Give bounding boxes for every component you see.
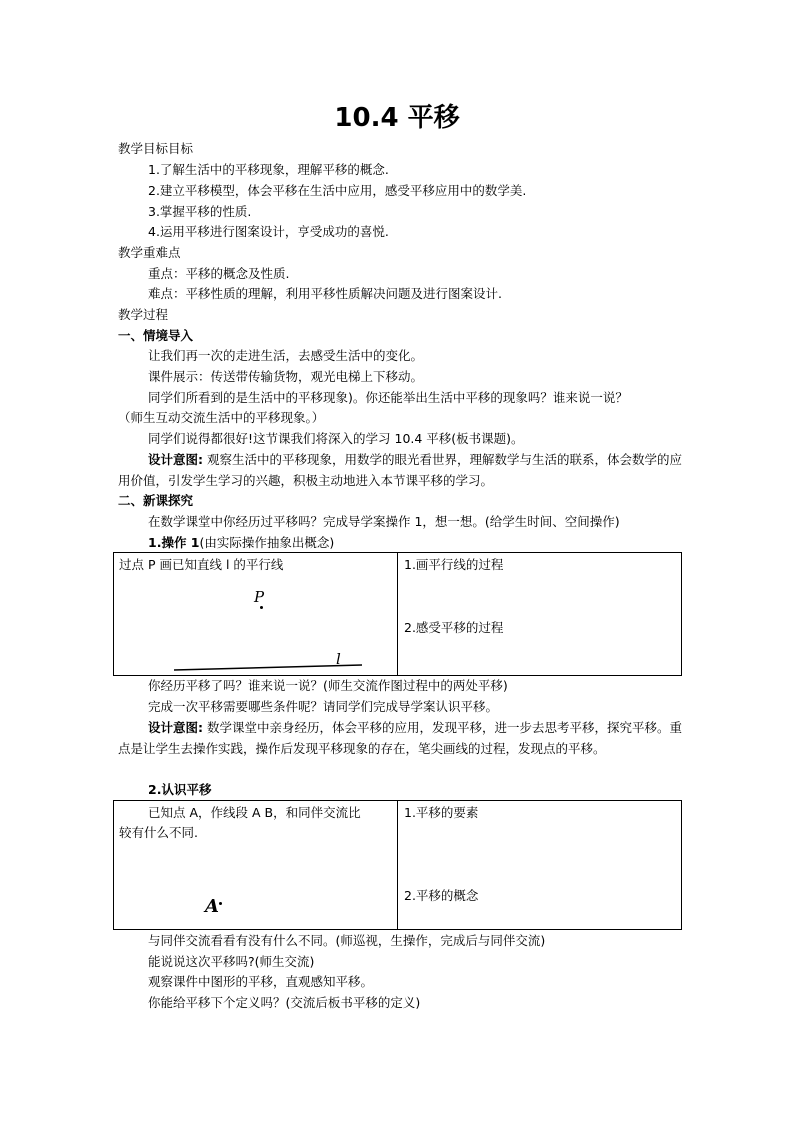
operation-1-step-2: 2.感受平移的过程 <box>404 620 504 635</box>
operation-2-step-2: 2.平移的概念 <box>404 888 479 903</box>
operation-1-heading-bold: 1.操作 1 <box>148 535 200 550</box>
section-heading-keypoints: 教学重难点 <box>118 245 181 260</box>
section-heading-intro: 一、情境导入 <box>118 328 194 343</box>
operation-1-step-1: 1.画平行线的过程 <box>404 557 504 572</box>
objective-4: 4.运用平移进行图案设计，亨受成功的喜悦. <box>148 224 389 239</box>
keypoint-focus: 重点：平移的概念及性质. <box>148 266 290 281</box>
line-l-drawing <box>114 553 397 675</box>
operation-2-table <box>113 800 682 930</box>
keypoint-difficulty: 难点：平移性质的理解，利用平移性质解决问题及进行图案设计. <box>148 286 502 301</box>
operation-1-heading <box>118 533 712 554</box>
design-intent-text: 观察生活中的平移现象，用数学的眼光看世界，理解数学与生活的联系，体会数学的应用价值，引发学生学习的兴趣，积极主动地进入本节课平移的学习。 <box>118 452 682 488</box>
line-l <box>174 665 362 670</box>
operation-1-table <box>113 552 682 676</box>
design-intent-label: 设计意图: <box>148 452 203 467</box>
after-op2-line-3: 观察课件中图形的平移，直观感知平移。 <box>148 974 374 989</box>
operation-2-step-1: 1.平移的要素 <box>404 805 479 820</box>
objective-3: 3.掌握平移的性质. <box>148 204 252 219</box>
point-a-dot <box>219 902 222 905</box>
operation-1-left-cell <box>114 553 398 676</box>
after-op1-line-2: 完成一次平移需要哪些条件呢？请同学们完成导学案认识平移。 <box>148 699 499 714</box>
section-heading-objectives: 教学目标目标 <box>118 141 194 156</box>
after-op2-line-4: 你能给平移下个定义吗？(交流后板书平移的定义) <box>148 995 421 1010</box>
design-intent-2-text: 数学课堂中亲身经历，体会平移的应用，发现平移，进一步去思考平移，探究平移。重点是让学生去操作实践，操作后发现平移现象的存在，笔尖画线的过程，发现点的平移。 <box>118 720 682 756</box>
intro-line-3: 同学们所看到的是生活中的平移现象)。你还能举出生活中平移的现象吗？谁来说一说？ <box>148 390 628 405</box>
section-heading-new: 二、新课探究 <box>118 493 194 508</box>
operation-1-instruction: 过点 P 画已知直线 l 的平行线 <box>119 557 284 572</box>
operation-2-heading: 2.认识平移 <box>148 782 212 797</box>
point-p-label: P <box>254 588 265 606</box>
operation-1-heading-note: (由实际操作抽象出概念) <box>199 535 335 550</box>
page-title: 10.4 平移 <box>334 103 460 133</box>
design-intent-1 <box>118 450 682 491</box>
objective-2: 2.建立平移模型，体会平移在生活中应用，感受平移应用中的数学美. <box>148 183 527 198</box>
objective-1: 1.了解生活中的平移现象，理解平移的概念. <box>148 162 389 177</box>
operation-2-instruction-line-2: 较有什么不同. <box>119 825 198 840</box>
intro-line-5: 同学们说得都很好!这节课我们将深入的学习 10.4 平移(板书课题)。 <box>148 431 524 446</box>
intro-line-4: （师生互动交流生活中的平移现象。） <box>118 410 325 425</box>
operation-1-right-cell <box>398 553 682 676</box>
line-l-label: l <box>336 650 341 668</box>
after-op2-line-2: 能说说这次平移吗?(师生交流) <box>148 954 315 969</box>
design-intent-2 <box>118 718 682 759</box>
design-intent-2-label: 设计意图: <box>148 720 203 735</box>
section-heading-process: 教学过程 <box>118 307 169 322</box>
after-op2-line-1: 与同伴交流看看有没有什么不同。(师巡视，生操作，完成后与同伴交流) <box>148 933 546 948</box>
after-op1-line-1: 你经历平移了吗？谁来说一说？(师生交流作图过程中的两处平移) <box>148 678 508 693</box>
operation-2-right-cell <box>398 801 682 930</box>
new-line-1: 在数学课堂中你经历过平移吗？完成导学案操作 1，想一想。(给学生时间、空间操作) <box>148 514 620 529</box>
intro-line-2: 课件展示：传送带传输货物，观光电梯上下移动。 <box>148 369 424 384</box>
intro-line-1: 让我们再一次的走进生活，去感受生活中的变化。 <box>148 348 424 363</box>
operation-2-left-cell <box>114 801 398 930</box>
point-a-label: A <box>205 896 219 917</box>
operation-2-instruction-line-1: 已知点 A，作线段 A B，和同伴交流比 <box>148 805 361 820</box>
